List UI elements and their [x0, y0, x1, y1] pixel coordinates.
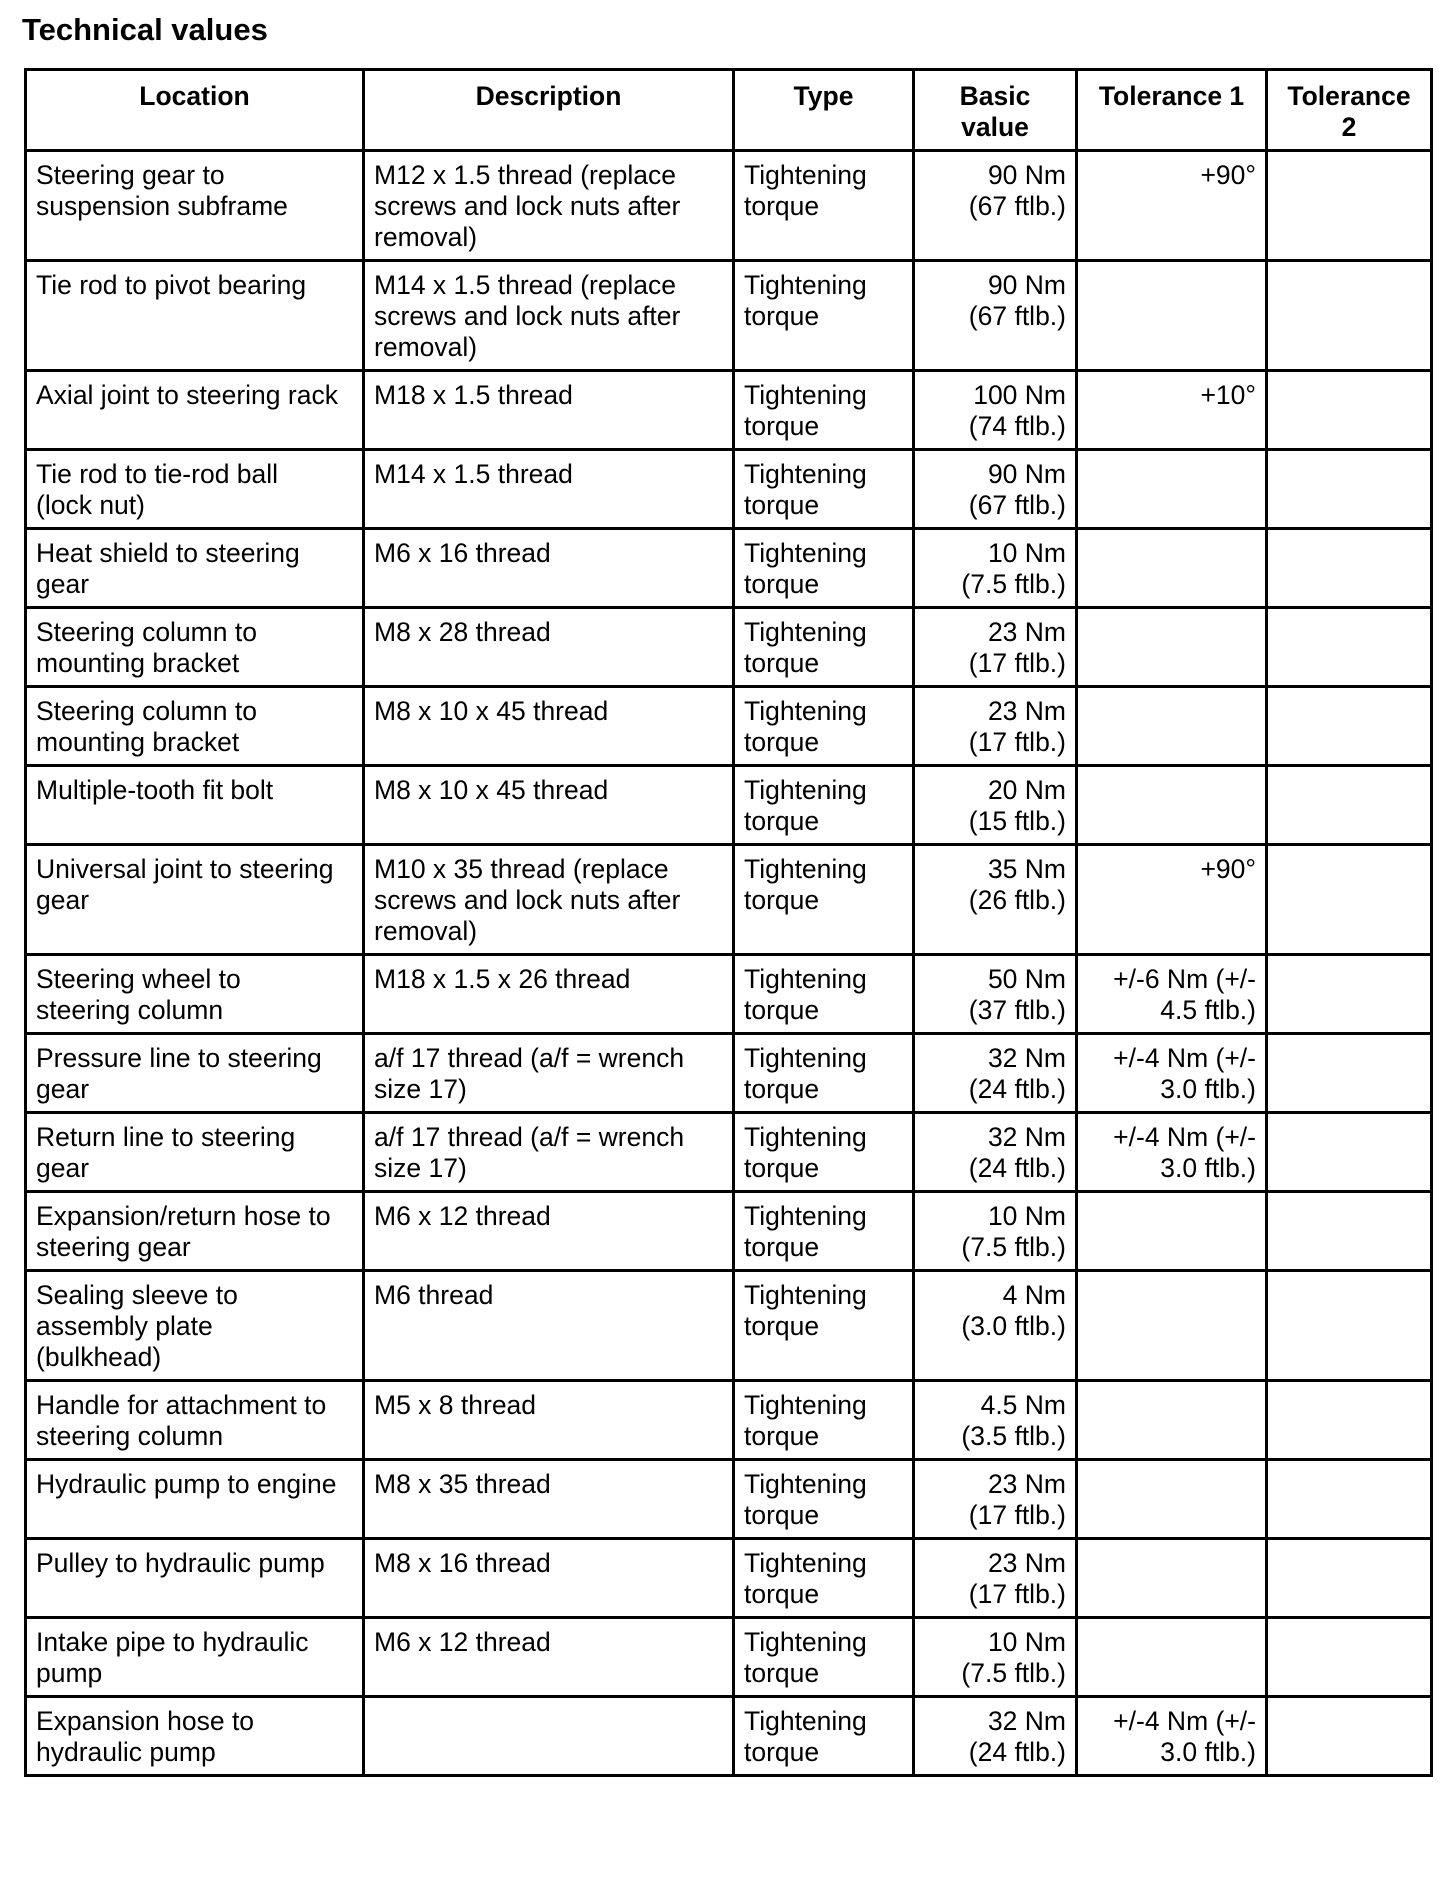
column-header-label: Tolerance: [1287, 81, 1411, 111]
cell-type: [734, 1618, 914, 1697]
cell-text: gear: [36, 885, 90, 915]
cell-text: Tightening: [744, 1627, 867, 1657]
cell-text: Pulley to hydraulic pump: [36, 1548, 325, 1578]
cell-text: Tie rod to tie-rod ball: [36, 459, 279, 489]
column-header-label: 2: [1341, 112, 1357, 142]
cell-text: mounting bracket: [36, 727, 240, 757]
cell-text: (37 ftlb.): [968, 995, 1066, 1025]
cell-text: (24 ftlb.): [968, 1737, 1066, 1767]
cell-tol1: [1077, 1539, 1267, 1618]
cell-text: M18 x 1.5 thread: [374, 380, 573, 410]
table-row: [26, 371, 1432, 450]
cell-text: torque: [744, 727, 820, 757]
cell-text: size 17): [374, 1074, 467, 1104]
cell-text: (17 ftlb.): [968, 1579, 1066, 1609]
cell-tol2: [1267, 261, 1432, 371]
cell-text: Tightening: [744, 1706, 867, 1736]
cell-text: 23 Nm: [987, 1548, 1066, 1578]
cell-text: Tightening: [744, 1280, 867, 1310]
cell-location: [26, 1192, 364, 1271]
column-header-tol2: [1267, 70, 1432, 151]
cell-text: a/f 17 thread (a/f = wrench: [374, 1043, 685, 1073]
cell-location: [26, 1697, 364, 1776]
cell-text: +10°: [1200, 380, 1256, 410]
cell-text: torque: [744, 490, 820, 520]
cell-type: [734, 845, 914, 955]
cell-tol2: [1267, 1192, 1432, 1271]
cell-text: torque: [744, 1074, 820, 1104]
cell-type: [734, 766, 914, 845]
cell-text: +/-4 Nm (+/-: [1113, 1122, 1256, 1152]
cell-location: [26, 1460, 364, 1539]
cell-tol1: [1077, 1381, 1267, 1460]
cell-text: Tightening: [744, 1390, 867, 1420]
cell-text: M14 x 1.5 thread (replace: [374, 270, 676, 300]
cell-type: [734, 1271, 914, 1381]
cell-location: [26, 1271, 364, 1381]
cell-basic: [914, 1192, 1077, 1271]
cell-text: removal): [374, 916, 478, 946]
cell-text: M6 x 12 thread: [374, 1627, 551, 1657]
cell-text: screws and lock nuts after: [374, 301, 681, 331]
table-row: [26, 1034, 1432, 1113]
cell-text: 100 Nm: [973, 380, 1066, 410]
cell-tol1: [1077, 1034, 1267, 1113]
cell-type: [734, 1381, 914, 1460]
cell-text: torque: [744, 1232, 820, 1262]
cell-basic: [914, 608, 1077, 687]
cell-text: M8 x 10 x 45 thread: [374, 775, 609, 805]
table-row: [26, 1460, 1432, 1539]
cell-text: gear: [36, 1153, 90, 1183]
cell-text: mounting bracket: [36, 648, 240, 678]
cell-text: +/-4 Nm (+/-: [1113, 1043, 1256, 1073]
cell-text: pump: [36, 1658, 103, 1688]
cell-type: [734, 1113, 914, 1192]
cell-text: 3.0 ftlb.): [1160, 1737, 1256, 1767]
cell-description: [364, 687, 734, 766]
cell-text: 32 Nm: [987, 1122, 1066, 1152]
cell-text: 23 Nm: [987, 696, 1066, 726]
cell-text: hydraulic pump: [36, 1737, 216, 1767]
column-header-label: Type: [793, 81, 854, 111]
cell-text: (74 ftlb.): [968, 411, 1066, 441]
cell-text: M6 x 16 thread: [374, 538, 551, 568]
cell-location: [26, 1034, 364, 1113]
cell-text: screws and lock nuts after: [374, 885, 681, 915]
cell-text: 4 Nm: [1002, 1280, 1066, 1310]
cell-type: [734, 955, 914, 1034]
table-header: [26, 70, 1432, 151]
cell-text: (67 ftlb.): [968, 490, 1066, 520]
cell-text: Axial joint to steering rack: [36, 380, 338, 410]
cell-text: size 17): [374, 1153, 467, 1183]
cell-text: Tie rod to pivot bearing: [36, 270, 307, 300]
cell-tol2: [1267, 845, 1432, 955]
cell-text: 90 Nm: [987, 459, 1066, 489]
cell-text: torque: [744, 411, 820, 441]
cell-text: (17 ftlb.): [968, 1500, 1066, 1530]
cell-description: [364, 608, 734, 687]
cell-text: Tightening: [744, 854, 867, 884]
column-header-type: [734, 70, 914, 151]
cell-text: torque: [744, 1421, 820, 1451]
cell-text: 3.0 ftlb.): [1160, 1074, 1256, 1104]
cell-tol1: [1077, 1618, 1267, 1697]
cell-basic: [914, 1113, 1077, 1192]
cell-basic: [914, 1460, 1077, 1539]
cell-text: 4.5 Nm: [980, 1390, 1066, 1420]
cell-text: 35 Nm: [987, 854, 1066, 884]
cell-description: [364, 371, 734, 450]
technical-values-table: [24, 68, 1433, 1777]
column-header-basic: [914, 70, 1077, 151]
cell-type: [734, 1697, 914, 1776]
cell-text: (3.5 ftlb.): [961, 1421, 1066, 1451]
cell-text: (lock nut): [36, 490, 145, 520]
cell-location: [26, 261, 364, 371]
cell-type: [734, 1460, 914, 1539]
cell-text: M10 x 35 thread (replace: [374, 854, 669, 884]
cell-description: [364, 1618, 734, 1697]
cell-basic: [914, 955, 1077, 1034]
cell-text: torque: [744, 569, 820, 599]
cell-text: Tightening: [744, 538, 867, 568]
page-title: Technical values: [22, 12, 268, 47]
cell-type: [734, 450, 914, 529]
cell-description: [364, 1381, 734, 1460]
cell-tol1: [1077, 1697, 1267, 1776]
cell-text: torque: [744, 191, 820, 221]
cell-location: [26, 371, 364, 450]
cell-text: (bulkhead): [36, 1342, 162, 1372]
cell-text: Steering column to: [36, 696, 257, 726]
cell-text: 10 Nm: [987, 538, 1066, 568]
cell-tol2: [1267, 529, 1432, 608]
column-header-label: Tolerance 1: [1098, 81, 1245, 111]
cell-location: [26, 608, 364, 687]
cell-text: gear: [36, 1074, 90, 1104]
cell-description: [364, 766, 734, 845]
cell-text: 10 Nm: [987, 1627, 1066, 1657]
cell-text: 20 Nm: [987, 775, 1066, 805]
cell-text: Steering wheel to: [36, 964, 241, 994]
table-row: [26, 1618, 1432, 1697]
cell-description: [364, 529, 734, 608]
cell-text: Tightening: [744, 1469, 867, 1499]
cell-text: M8 x 28 thread: [374, 617, 551, 647]
cell-text: Hydraulic pump to engine: [36, 1469, 337, 1499]
cell-text: torque: [744, 1500, 820, 1530]
cell-tol2: [1267, 766, 1432, 845]
cell-text: +90°: [1200, 160, 1256, 190]
cell-text: (67 ftlb.): [968, 301, 1066, 331]
cell-text: Universal joint to steering: [36, 854, 334, 884]
cell-text: (26 ftlb.): [968, 885, 1066, 915]
cell-tol1: [1077, 151, 1267, 261]
cell-location: [26, 766, 364, 845]
cell-basic: [914, 845, 1077, 955]
cell-description: [364, 955, 734, 1034]
table-row: [26, 608, 1432, 687]
cell-text: (7.5 ftlb.): [961, 1232, 1066, 1262]
cell-text: (3.0 ftlb.): [961, 1311, 1066, 1341]
cell-text: +90°: [1200, 854, 1256, 884]
cell-description: [364, 450, 734, 529]
cell-tol1: [1077, 955, 1267, 1034]
cell-tol1: [1077, 687, 1267, 766]
cell-text: Handle for attachment to: [36, 1390, 327, 1420]
cell-text: M8 x 10 x 45 thread: [374, 696, 609, 726]
cell-text: 90 Nm: [987, 270, 1066, 300]
table-row: [26, 687, 1432, 766]
cell-location: [26, 845, 364, 955]
cell-text: M14 x 1.5 thread: [374, 459, 573, 489]
table-row: [26, 1271, 1432, 1381]
cell-location: [26, 151, 364, 261]
table-row: [26, 151, 1432, 261]
cell-text: 90 Nm: [987, 160, 1066, 190]
cell-basic: [914, 1697, 1077, 1776]
cell-text: removal): [374, 222, 478, 252]
column-header-label: value: [961, 112, 1029, 142]
cell-location: [26, 955, 364, 1034]
cell-text: 4.5 ftlb.): [1160, 995, 1256, 1025]
cell-text: torque: [744, 995, 820, 1025]
cell-description: [364, 151, 734, 261]
header-row: [26, 70, 1432, 151]
cell-text: (24 ftlb.): [968, 1153, 1066, 1183]
cell-tol2: [1267, 371, 1432, 450]
table-body: [26, 151, 1432, 1776]
cell-tol2: [1267, 1271, 1432, 1381]
cell-text: Steering column to: [36, 617, 257, 647]
column-header-location: [26, 70, 364, 151]
cell-text: torque: [744, 1737, 820, 1767]
cell-type: [734, 608, 914, 687]
cell-basic: [914, 1618, 1077, 1697]
cell-text: 50 Nm: [987, 964, 1066, 994]
cell-basic: [914, 1539, 1077, 1618]
cell-text: Tightening: [744, 459, 867, 489]
table-row: [26, 845, 1432, 955]
cell-text: assembly plate: [36, 1311, 213, 1341]
cell-tol1: [1077, 529, 1267, 608]
cell-tol1: [1077, 766, 1267, 845]
table-row: [26, 1192, 1432, 1271]
table-row: [26, 1113, 1432, 1192]
cell-type: [734, 529, 914, 608]
cell-type: [734, 371, 914, 450]
cell-text: M12 x 1.5 thread (replace: [374, 160, 676, 190]
cell-tol2: [1267, 1539, 1432, 1618]
cell-text: (67 ftlb.): [968, 191, 1066, 221]
cell-text: torque: [744, 806, 820, 836]
cell-text: a/f 17 thread (a/f = wrench: [374, 1122, 685, 1152]
cell-tol1: [1077, 1460, 1267, 1539]
cell-text: (7.5 ftlb.): [961, 569, 1066, 599]
cell-tol1: [1077, 608, 1267, 687]
cell-tol1: [1077, 1271, 1267, 1381]
cell-text: Tightening: [744, 775, 867, 805]
cell-description: [364, 1034, 734, 1113]
cell-text: Expansion/return hose to: [36, 1201, 331, 1231]
cell-location: [26, 529, 364, 608]
cell-basic: [914, 766, 1077, 845]
cell-type: [734, 1192, 914, 1271]
cell-text: Expansion hose to: [36, 1706, 255, 1736]
cell-tol2: [1267, 1697, 1432, 1776]
cell-text: Steering gear to: [36, 160, 225, 190]
column-header-label: Location: [139, 81, 250, 111]
cell-tol2: [1267, 450, 1432, 529]
cell-type: [734, 1539, 914, 1618]
cell-tol2: [1267, 1460, 1432, 1539]
cell-text: Tightening: [744, 696, 867, 726]
table-row: [26, 766, 1432, 845]
column-header-tol1: [1077, 70, 1267, 151]
cell-basic: [914, 1034, 1077, 1113]
cell-text: M5 x 8 thread: [374, 1390, 537, 1420]
cell-tol2: [1267, 151, 1432, 261]
cell-text: torque: [744, 1658, 820, 1688]
cell-text: (7.5 ftlb.): [961, 1658, 1066, 1688]
cell-text: +/-6 Nm (+/-: [1113, 964, 1256, 994]
table-row: [26, 955, 1432, 1034]
cell-text: 10 Nm: [987, 1201, 1066, 1231]
cell-text: steering column: [36, 995, 224, 1025]
cell-text: Tightening: [744, 1122, 867, 1152]
cell-text: gear: [36, 569, 90, 599]
cell-tol1: [1077, 1113, 1267, 1192]
cell-text: (17 ftlb.): [968, 727, 1066, 757]
table-row: [26, 261, 1432, 371]
cell-text: torque: [744, 1579, 820, 1609]
cell-tol1: [1077, 450, 1267, 529]
cell-tol1: [1077, 261, 1267, 371]
table-row: [26, 450, 1432, 529]
cell-text: Tightening: [744, 160, 867, 190]
cell-text: M6 thread: [374, 1280, 494, 1310]
cell-tol2: [1267, 687, 1432, 766]
cell-text: suspension subframe: [36, 191, 288, 221]
cell-text: Intake pipe to hydraulic: [36, 1627, 309, 1657]
cell-text: Tightening: [744, 964, 867, 994]
cell-text: removal): [374, 332, 478, 362]
cell-text: (15 ftlb.): [968, 806, 1066, 836]
cell-basic: [914, 687, 1077, 766]
cell-location: [26, 1618, 364, 1697]
cell-location: [26, 1381, 364, 1460]
cell-tol2: [1267, 955, 1432, 1034]
table-row: [26, 1539, 1432, 1618]
cell-location: [26, 1539, 364, 1618]
column-header-description: [364, 70, 734, 151]
cell-description: [364, 261, 734, 371]
cell-description: [364, 1113, 734, 1192]
cell-text: (17 ftlb.): [968, 648, 1066, 678]
cell-type: [734, 261, 914, 371]
cell-text: (24 ftlb.): [968, 1074, 1066, 1104]
column-header-label: Basic: [959, 81, 1031, 111]
cell-text: 32 Nm: [987, 1043, 1066, 1073]
cell-basic: [914, 529, 1077, 608]
cell-text: Tightening: [744, 617, 867, 647]
cell-description: [364, 1697, 734, 1776]
cell-text: M8 x 16 thread: [374, 1548, 551, 1578]
cell-text: torque: [744, 648, 820, 678]
cell-tol2: [1267, 1034, 1432, 1113]
cell-basic: [914, 261, 1077, 371]
cell-text: Pressure line to steering: [36, 1043, 322, 1073]
cell-basic: [914, 1271, 1077, 1381]
cell-basic: [914, 450, 1077, 529]
cell-tol2: [1267, 1113, 1432, 1192]
cell-type: [734, 1034, 914, 1113]
cell-tol2: [1267, 1618, 1432, 1697]
cell-text: Tightening: [744, 270, 867, 300]
cell-text: 32 Nm: [987, 1706, 1066, 1736]
cell-location: [26, 1113, 364, 1192]
cell-tol1: [1077, 1192, 1267, 1271]
cell-text: torque: [744, 1153, 820, 1183]
cell-location: [26, 687, 364, 766]
cell-text: M8 x 35 thread: [374, 1469, 551, 1499]
cell-text: M18 x 1.5 x 26 thread: [374, 964, 631, 994]
cell-tol1: [1077, 845, 1267, 955]
cell-text: steering gear: [36, 1232, 191, 1262]
cell-text: Tightening: [744, 380, 867, 410]
cell-type: [734, 151, 914, 261]
cell-text: Sealing sleeve to: [36, 1280, 238, 1310]
cell-text: Tightening: [744, 1548, 867, 1578]
cell-tol2: [1267, 608, 1432, 687]
cell-location: [26, 450, 364, 529]
cell-basic: [914, 371, 1077, 450]
cell-description: [364, 1460, 734, 1539]
cell-text: Multiple-tooth fit bolt: [36, 775, 274, 805]
cell-text: Return line to steering: [36, 1122, 296, 1152]
cell-basic: [914, 151, 1077, 261]
cell-text: torque: [744, 885, 820, 915]
cell-description: [364, 1192, 734, 1271]
cell-text: torque: [744, 301, 820, 331]
table-row: [26, 1697, 1432, 1776]
cell-description: [364, 1271, 734, 1381]
cell-type: [734, 687, 914, 766]
column-header-label: Description: [475, 81, 622, 111]
table-row: [26, 1381, 1432, 1460]
cell-text: Tightening: [744, 1201, 867, 1231]
cell-text: steering column: [36, 1421, 224, 1451]
cell-tol1: [1077, 371, 1267, 450]
cell-description: [364, 845, 734, 955]
cell-text: +/-4 Nm (+/-: [1113, 1706, 1256, 1736]
cell-description: [364, 1539, 734, 1618]
cell-text: 3.0 ftlb.): [1160, 1153, 1256, 1183]
cell-text: Heat shield to steering: [36, 538, 300, 568]
cell-text: M6 x 12 thread: [374, 1201, 551, 1231]
cell-text: Tightening: [744, 1043, 867, 1073]
cell-basic: [914, 1381, 1077, 1460]
cell-text: torque: [744, 1311, 820, 1341]
table-row: [26, 529, 1432, 608]
cell-text: 23 Nm: [987, 1469, 1066, 1499]
cell-text: screws and lock nuts after: [374, 191, 681, 221]
cell-tol2: [1267, 1381, 1432, 1460]
cell-text: 23 Nm: [987, 617, 1066, 647]
